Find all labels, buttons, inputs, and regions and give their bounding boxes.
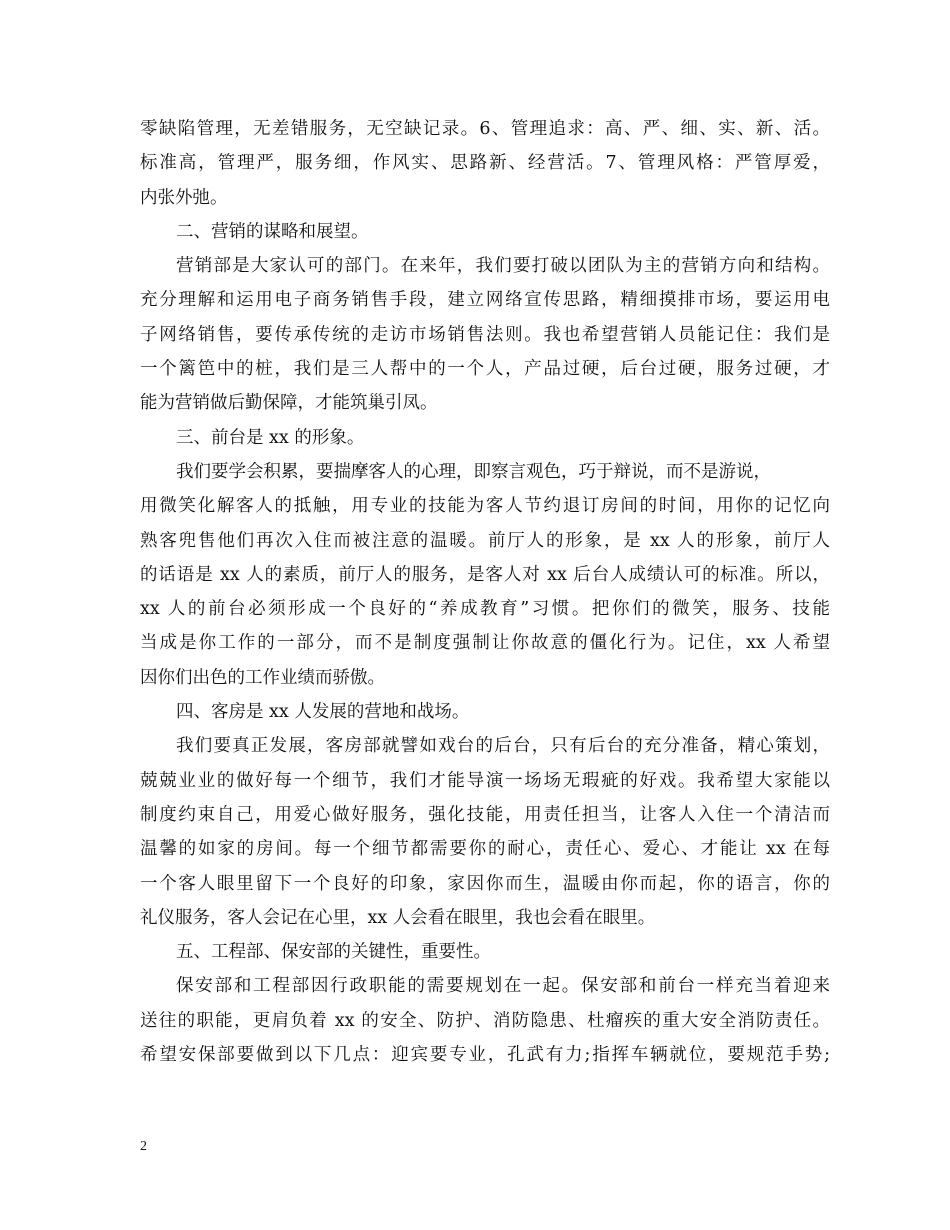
text-line: 礼仪服务，客人会记在心里，xx 人会看在眼里，我也会看在眼里。: [140, 907, 656, 928]
text-line: 零缺陷管理，无差错服务，无空缺记录。6、管理追求：高、严、细、实、新、活。: [140, 119, 830, 139]
section-heading: 三、前台是 xx 的形象。: [176, 427, 365, 448]
text-line: 我们要学会积累，要揣摩客人的心理，即察言观色，巧于辩说，而不是游说，: [176, 461, 771, 482]
text-line: 子网络销售，要传承传统的走访市场销售法则。我也希望营销人员能记住：我们是: [140, 324, 830, 345]
page-number: 2: [140, 1139, 147, 1154]
text-line: 兢兢业业的做好每一个细节，我们才能导演一场场无瑕疵的好戏。我希望大家能以: [140, 770, 830, 791]
document-body: [140, 112, 830, 1072]
text-line: 送往的职能，更肩负着 xx 的安全、防护、消防隐患、杜瘤疾的重大安全消防责任。: [140, 1010, 830, 1031]
text-line: 制度约束自己，用爱心做好服务，强化技能，用责任担当，让客人入住一个清洁而: [140, 804, 830, 825]
text-line: 熟客兜售他们再次入住而被注意的温暖。前厅人的形象，是 xx 人的形象，前厅人: [140, 530, 830, 551]
text-line: 一个篱笆中的桩，我们是三人帮中的一个人，产品过硬，后台过硬，服务过硬，才: [140, 359, 830, 380]
text-line: 用微笑化解客人的抵触，用专业的技能为客人节约退订房间的时间，用你的记忆向: [140, 496, 830, 517]
text-line: 保安部和工程部因行政职能的需要规划在一起。保安部和前台一样充当着迎来: [176, 976, 830, 997]
text-line: 充分理解和运用电子商务销售手段，建立网络宣传思路，精细摸排市场，要运用电: [140, 290, 830, 311]
text-line: 当成是你工作的一部分，而不是制度强制让你故意的僵化行为。记住，xx 人希望: [140, 633, 830, 654]
text-line: 营销部是大家认可的部门。在来年，我们要打破以团队为主的营销方向和结构。: [176, 256, 830, 277]
text-line: 温馨的如家的房间。每一个细节都需要你的耐心，责任心、爱心、才能让 xx 在每: [140, 839, 830, 860]
section-heading: 五、工程部、保安部的关键性，重要性。: [176, 942, 491, 963]
section-heading: 四、客房是 xx 人发展的营地和战场。: [176, 702, 470, 723]
text-line: 标准高，管理严，服务细，作风实、思路新、经营活。7、管理风格：严管厚爱，: [140, 153, 830, 174]
text-line: 一个客人眼里留下一个良好的印象，家因你而生，温暖由你而起，你的语言，你的: [140, 873, 830, 894]
text-line: 的话语是 xx 人的素质，前厅人的服务，是客人对 xx 后台人成绩认可的标准。所以，: [140, 564, 830, 585]
text-line: 希望安保部要做到以下几点：迎宾要专业，孔武有力;指挥车辆就位，要规范手势;: [140, 1045, 830, 1066]
text-line: 因你们出色的工作业绩而骄傲。: [140, 667, 385, 688]
section-heading: 二、营销的谋略和展望。: [176, 221, 369, 242]
text-line: 能为营销做后勤保障，才能筑巢引凤。: [140, 393, 438, 414]
text-line: 我们要真正发展，客房部就譬如戏台的后台，只有后台的充分准备，精心策划，: [176, 736, 830, 757]
text-line: xx 人的前台必须形成一个良好的“养成教育”习惯。把你们的微笑，服务、技能: [140, 599, 830, 620]
text-line: 内张外弛。: [140, 187, 228, 208]
